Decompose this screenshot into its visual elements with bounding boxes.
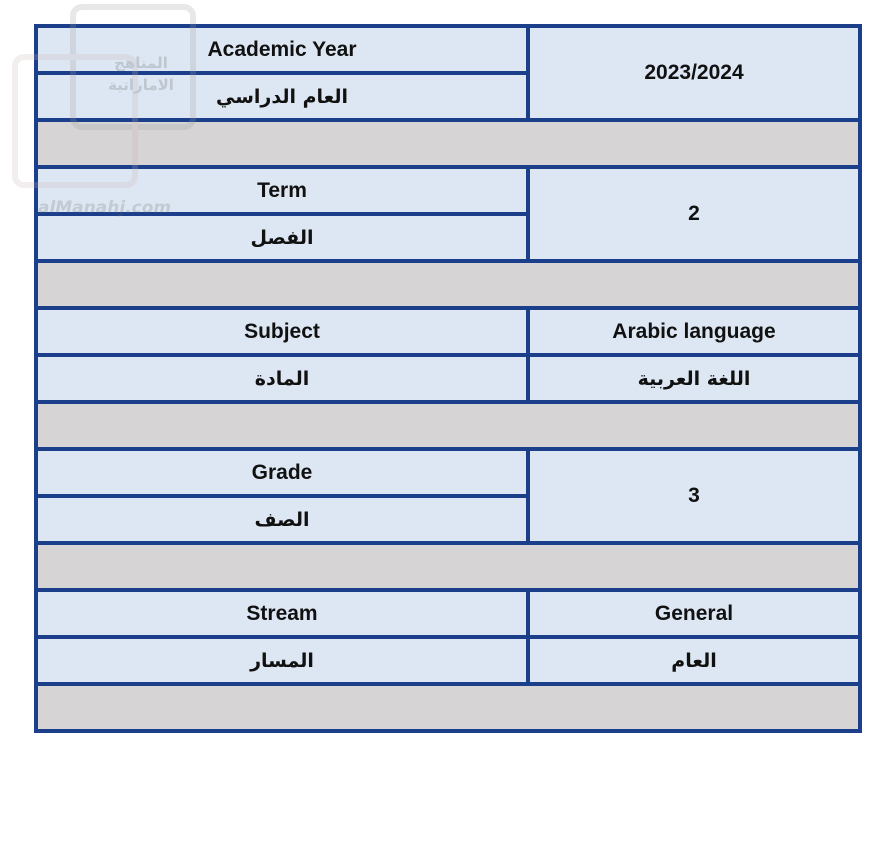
course-info-table bbox=[34, 24, 862, 733]
watermark-arabic-text: المناهج الاماراتية bbox=[108, 54, 174, 94]
separator-row bbox=[36, 120, 860, 167]
table-row bbox=[36, 308, 860, 355]
subject-label-en: Subject bbox=[36, 308, 528, 355]
separator-row bbox=[36, 402, 860, 449]
separator-cell bbox=[36, 120, 860, 167]
separator-row bbox=[36, 543, 860, 590]
subject-value-en: Arabic language bbox=[528, 308, 860, 355]
table-row bbox=[36, 355, 860, 402]
separator-row bbox=[36, 684, 860, 731]
separator-cell bbox=[36, 261, 860, 308]
separator-cell bbox=[36, 402, 860, 449]
grade-label-en: Grade bbox=[36, 449, 528, 496]
term-label-ar: الفصل bbox=[36, 214, 528, 261]
stream-value-ar: العام bbox=[528, 637, 860, 684]
stream-value-en: General bbox=[528, 590, 860, 637]
separator-cell bbox=[36, 684, 860, 731]
table-row bbox=[36, 26, 860, 73]
grade-label-ar: الصف bbox=[36, 496, 528, 543]
watermark-latin-text: alManahj.com bbox=[38, 198, 172, 218]
academic-year-label-ar: العام الدراسي bbox=[36, 73, 528, 120]
separator-row bbox=[36, 261, 860, 308]
term-value: 2 bbox=[528, 167, 860, 261]
stream-label-ar: المسار bbox=[36, 637, 528, 684]
separator-cell bbox=[36, 543, 860, 590]
academic-year-value: 2023/2024 bbox=[528, 26, 860, 120]
grade-value: 3 bbox=[528, 449, 860, 543]
table-row bbox=[36, 590, 860, 637]
subject-value-ar: اللغة العربية bbox=[528, 355, 860, 402]
term-label-en: Term bbox=[36, 167, 528, 214]
stream-label-en: Stream bbox=[36, 590, 528, 637]
table-row bbox=[36, 449, 860, 496]
table-row bbox=[36, 167, 860, 214]
subject-label-ar: المادة bbox=[36, 355, 528, 402]
academic-year-label-en: Academic Year bbox=[36, 26, 528, 73]
table-row bbox=[36, 637, 860, 684]
